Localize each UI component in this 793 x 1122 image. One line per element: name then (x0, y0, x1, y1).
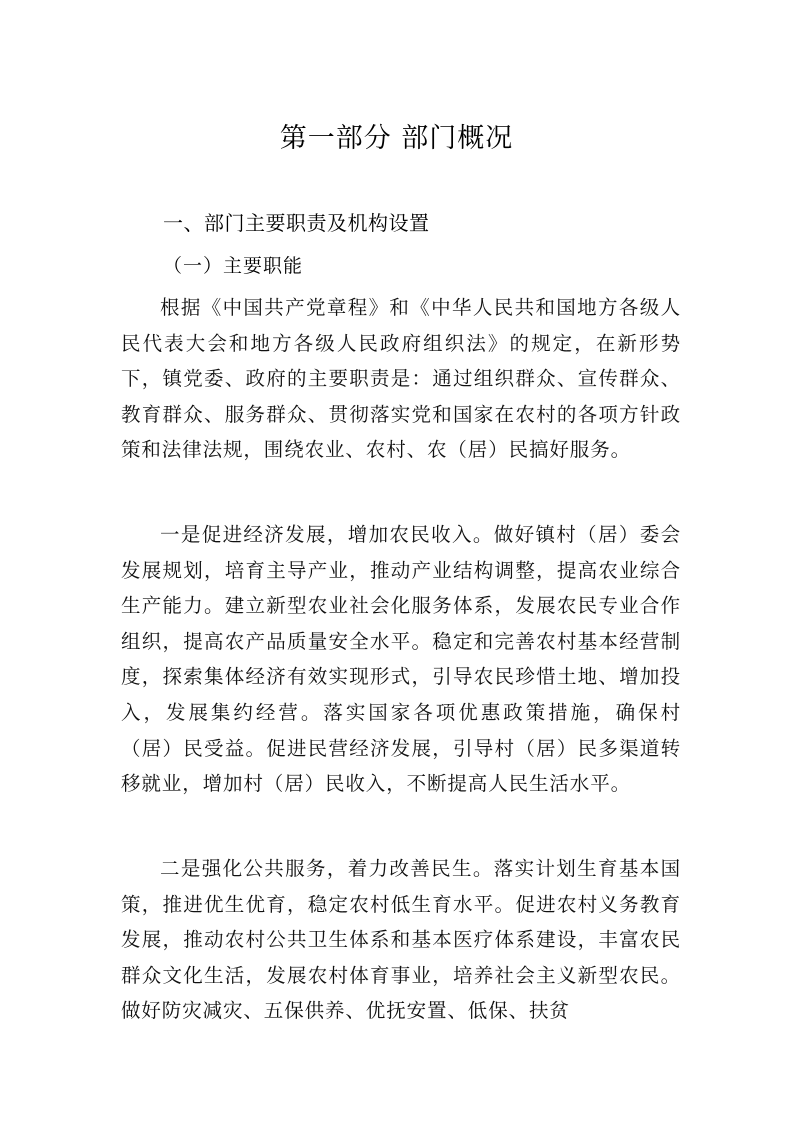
paragraph-text: 一是促进经济发展，增加农民收入。做好镇村（居）委会发展规划，培育主导产业，推动产业结构调整，提高农业综合生产能力。建立新型农业社会化服务体系，发展农民专业合作组织，提高农产品质量安全水平。稳定和完善农村基本经营制度，探索集体经济有效实现形式，引导农民珍惜土地、增加投入，发展集约经营。落实国家各项优惠政策措施，确保村（居）民受益。促进民营经济发展，引导村（居）民多渠道转移就业，增加村（居）民收入，不断提高人民生活水平。 (121, 523, 681, 796)
paragraph-legal-basis (121, 290, 681, 468)
section-heading: 一、部门主要职责及机构设置 (163, 211, 430, 235)
page-title: 第一部分 部门概况 (279, 123, 514, 154)
paragraph-public-service (121, 851, 681, 1029)
paragraph-text: 二是强化公共服务，着力改善民生。落实计划生育基本国策，推进优生优育，稳定农村低生育水平。促进农村义务教育发展，推动农村公共卫生体系和基本医疗体系建设，丰富农民群众文化生活，发展农村体育事业，培养社会主义新型农民。做好防灾减灾、五保供养、优抚安置、低保、扶贫 (121, 857, 681, 1023)
paragraph-text: 根据《中国共产党章程》和《中华人民共和国地方各级人民代表大会和地方各级人民政府组织法》的规定，在新形势下，镇党委、政府的主要职责是：通过组织群众、宣传群众、教育群众、服务群众、贯彻落实党和国家在农村的各项方针政策和法律法规，围绕农业、农村、农（居）民搞好服务。 (121, 296, 681, 462)
subsection-heading: （一）主要职能 (163, 255, 304, 277)
paragraph-economic-development (121, 517, 681, 802)
